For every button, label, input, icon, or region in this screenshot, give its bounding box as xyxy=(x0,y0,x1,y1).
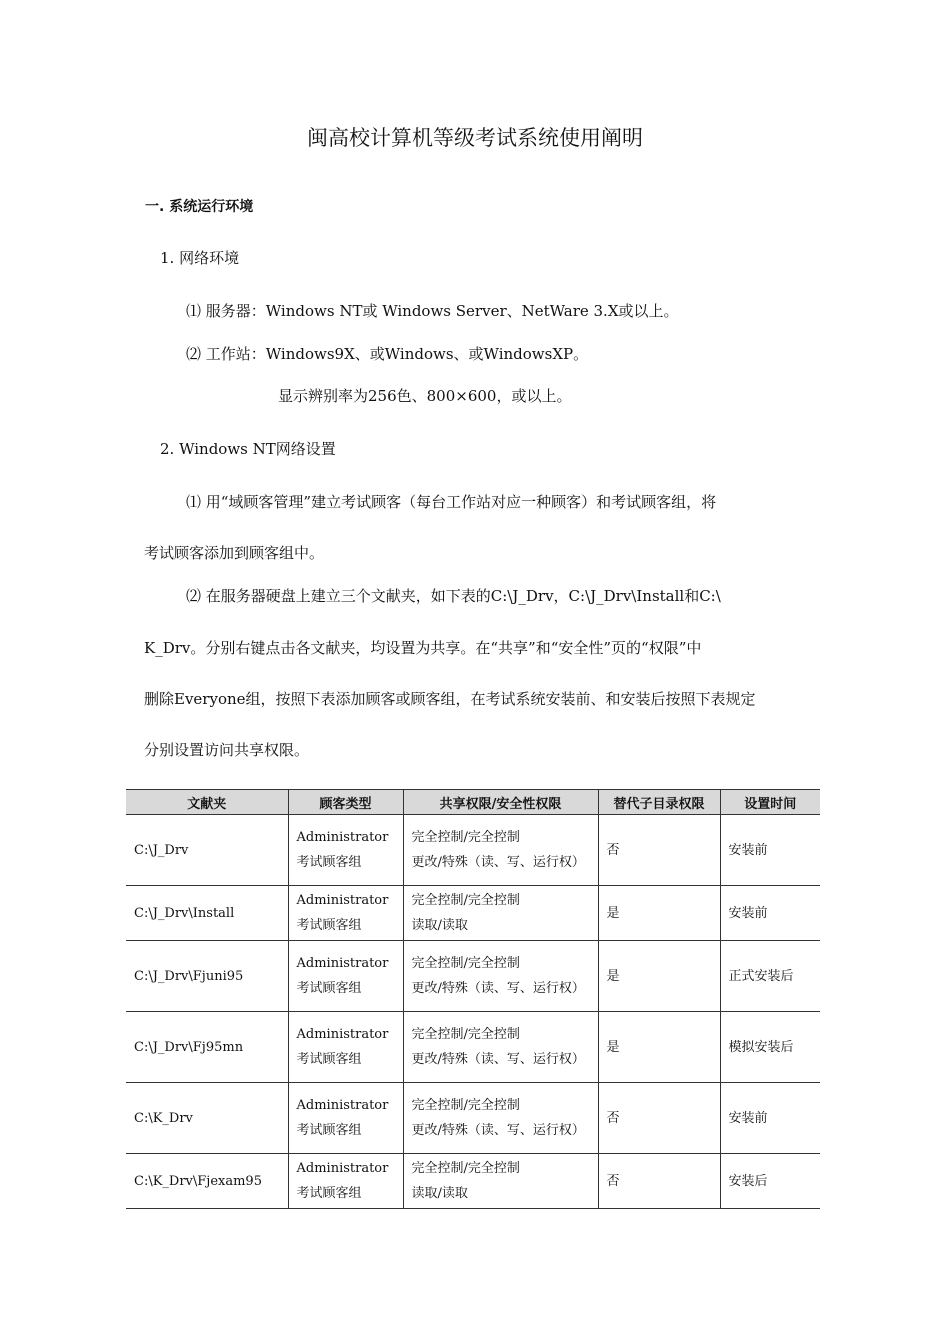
paragraph-2-line-1: ⑵ 在服务器硬盘上建立三个文献夹，如下表的C:\J_Drv，C:\J_Drv\Install和C:\ xyxy=(186,587,721,605)
permission-group: 更改/特殊（读、写、运行权） xyxy=(411,1123,585,1138)
table-row xyxy=(126,941,820,1012)
time-cell: 安装前 xyxy=(720,1083,820,1154)
server-requirement: ⑴ 服务器：Windows NT或 Windows Server、NetWare 3.X或以上。 xyxy=(186,302,679,320)
paragraph-2-line-3: 删除Everyone组，按照下表添加顾客或顾客组，在考试系统安装前、和安装后按照下表规定 xyxy=(144,690,756,708)
folder-cell: C:\J_Drv\Fj95mn xyxy=(126,1012,288,1083)
user-type-cell xyxy=(288,886,403,941)
folder-cell: C:\K_Drv xyxy=(126,1083,288,1154)
user-type-cell xyxy=(288,1083,403,1154)
user-group: 考试顾客组 xyxy=(296,1052,362,1067)
permission-cell xyxy=(403,815,598,886)
folder-cell: C:\J_Drv\Fjuni95 xyxy=(126,941,288,1012)
user-admin: Administrator xyxy=(296,893,389,908)
permission-admin: 完全控制/完全控制 xyxy=(411,956,520,971)
permission-cell xyxy=(403,1012,598,1083)
user-group: 考试顾客组 xyxy=(296,918,362,933)
column-header-user-type: 顾客类型 xyxy=(288,790,403,815)
permission-cell xyxy=(403,886,598,941)
inherit-cell: 否 xyxy=(598,1154,720,1209)
workstation-requirement: ⑵ 工作站：Windows9X、或Windows、或WindowsXP。 xyxy=(186,345,589,363)
folder-cell: C:\K_Drv\Fjexam95 xyxy=(126,1154,288,1209)
permission-group: 读取/读取 xyxy=(411,918,468,933)
table-row xyxy=(126,815,820,886)
inherit-cell: 是 xyxy=(598,886,720,941)
column-header-permissions: 共享权限/安全性权限 xyxy=(403,790,598,815)
subsection-nt-settings: 2. Windows NT网络设置 xyxy=(160,440,336,458)
permission-cell xyxy=(403,1083,598,1154)
time-cell: 安装后 xyxy=(720,1154,820,1209)
folder-cell: C:\J_Drv\Install xyxy=(126,886,288,941)
column-header-inherit: 替代子目录权限 xyxy=(598,790,720,815)
paragraph-2-line-4: 分别设置访问共享权限。 xyxy=(144,741,310,759)
user-type-cell xyxy=(288,941,403,1012)
user-group: 考试顾客组 xyxy=(296,1123,362,1138)
permission-group: 更改/特殊（读、写、运行权） xyxy=(411,1052,585,1067)
table-row xyxy=(126,1012,820,1083)
user-admin: Administrator xyxy=(296,830,389,845)
user-type-cell xyxy=(288,1012,403,1083)
folder-cell: C:\J_Drv xyxy=(126,815,288,886)
permission-cell xyxy=(403,1154,598,1209)
display-requirement: 显示辨别率为256色、800×600，或以上。 xyxy=(278,387,572,405)
page-title: 闽高校计算机等级考试系统使用阐明 xyxy=(307,126,643,150)
paragraph-1-line-1: ⑴ 用“域顾客管理”建立考试顾客（每台工作站对应一种顾客）和考试顾客组，将 xyxy=(186,493,717,511)
column-header-time: 设置时间 xyxy=(720,790,820,815)
subsection-network: 1. 网络环境 xyxy=(160,249,240,267)
inherit-cell: 是 xyxy=(598,941,720,1012)
time-cell: 安装前 xyxy=(720,815,820,886)
inherit-cell: 是 xyxy=(598,1012,720,1083)
permission-cell xyxy=(403,941,598,1012)
user-admin: Administrator xyxy=(296,956,389,971)
column-header-folder: 文献夹 xyxy=(126,790,288,815)
table-row xyxy=(126,1083,820,1154)
user-admin: Administrator xyxy=(296,1098,389,1113)
user-admin: Administrator xyxy=(296,1161,389,1176)
permission-group: 更改/特殊（读、写、运行权） xyxy=(411,981,585,996)
permissions-table xyxy=(126,789,820,1209)
inherit-cell: 否 xyxy=(598,815,720,886)
inherit-cell: 否 xyxy=(598,1083,720,1154)
user-group: 考试顾客组 xyxy=(296,1186,362,1201)
user-type-cell xyxy=(288,1154,403,1209)
table-row xyxy=(126,886,820,941)
table-header-row xyxy=(126,790,820,815)
paragraph-2-line-2: K_Drv。分别右键点击各文献夹，均设置为共享。在“共享”和“安全性”页的“权限”中 xyxy=(144,639,702,657)
permission-admin: 完全控制/完全控制 xyxy=(411,1161,520,1176)
user-admin: Administrator xyxy=(296,1027,389,1042)
time-cell: 正式安装后 xyxy=(720,941,820,1012)
permission-group: 更改/特殊（读、写、运行权） xyxy=(411,855,585,870)
permission-admin: 完全控制/完全控制 xyxy=(411,1027,520,1042)
permission-admin: 完全控制/完全控制 xyxy=(411,1098,520,1113)
table-row xyxy=(126,1154,820,1209)
user-type-cell xyxy=(288,815,403,886)
time-cell: 模拟安装后 xyxy=(720,1012,820,1083)
time-cell: 安装前 xyxy=(720,886,820,941)
paragraph-1-line-2: 考试顾客添加到顾客组中。 xyxy=(144,544,325,562)
user-group: 考试顾客组 xyxy=(296,855,362,870)
permission-admin: 完全控制/完全控制 xyxy=(411,830,520,845)
user-group: 考试顾客组 xyxy=(296,981,362,996)
section-heading-environment: 一. 系统运行环境 xyxy=(145,199,254,215)
permission-admin: 完全控制/完全控制 xyxy=(411,893,520,908)
permission-group: 读取/读取 xyxy=(411,1186,468,1201)
